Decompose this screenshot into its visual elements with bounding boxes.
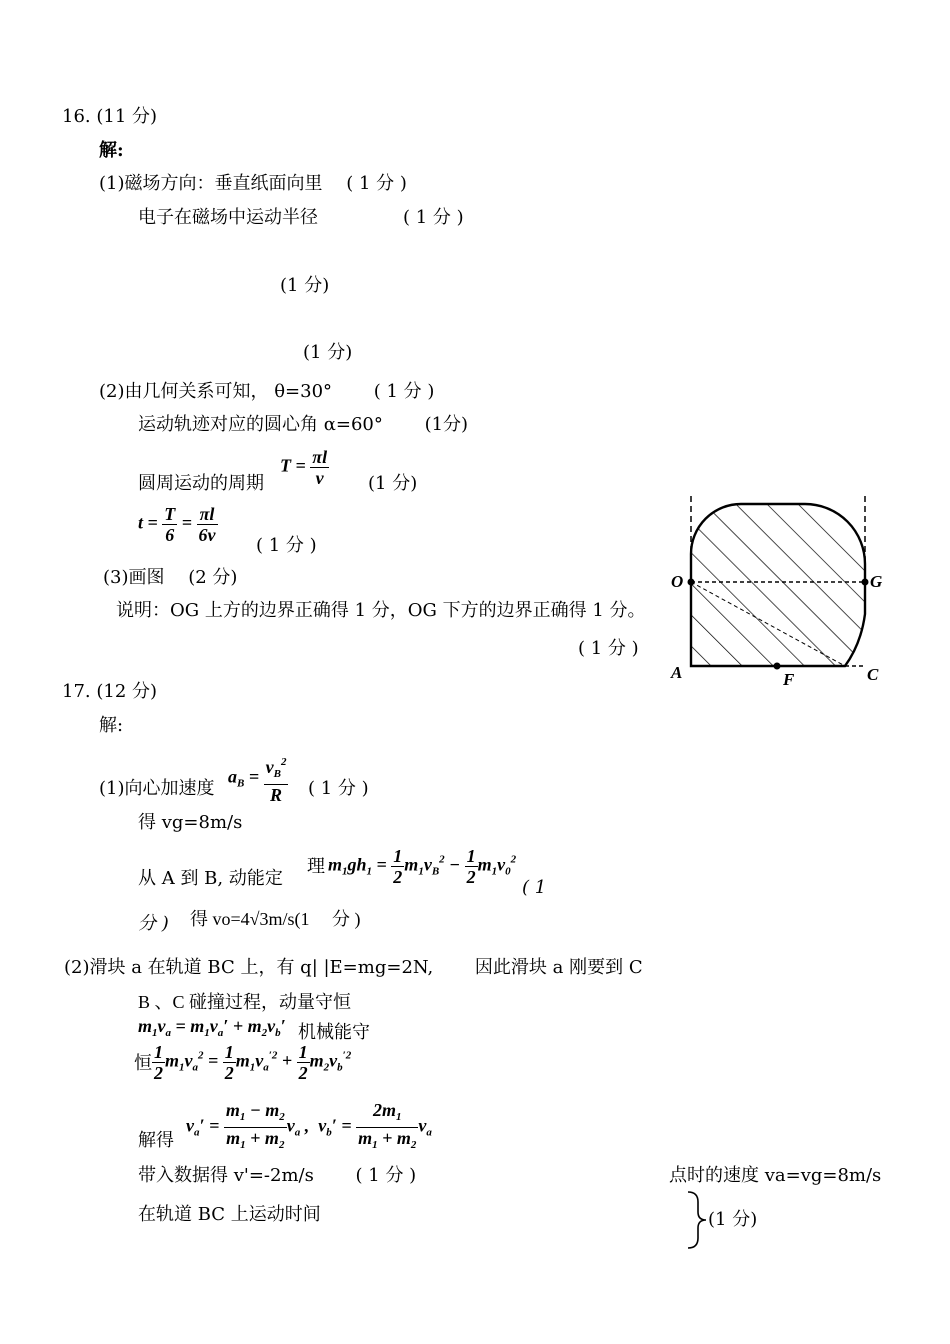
right-brace: [686, 1190, 710, 1250]
formula-kinetic-energy: $m_1gh_1$ = $\frac{1}{2}$ $m_1v_B^2$ − $\frac{1}{2}$ $m_1v_0^2$: [328, 846, 517, 887]
q16-part3: (3)画图 (2 分): [103, 567, 238, 588]
q16-period-label: 圆周运动的周期: [138, 473, 264, 494]
q16-radius-label: 电子在磁场中运动半径: [138, 207, 318, 228]
q17-bc-time: 在轨道 BC 上运动时间: [138, 1204, 321, 1225]
formula-centripetal: $a_B$ = $\frac{v_B^2}{R}$: [228, 752, 288, 805]
q17-vg: 得 vg=8m/s: [138, 812, 243, 833]
q17-jie: 解:: [99, 715, 124, 736]
q17-mech-label: 机械能守: [298, 1022, 370, 1043]
label-g: G: [870, 572, 883, 591]
q16-part2: (2)由几何关系可知， θ=30° ( 1 分 ): [99, 381, 435, 402]
q16-score-b: (1 分): [303, 342, 353, 363]
q16-note-score: ( 1 分 ): [578, 638, 639, 659]
q17-solve-label: 解得: [138, 1130, 174, 1151]
q17-brace-score: (1 分): [708, 1209, 758, 1230]
q17-part1-score: ( 1 分 ): [308, 778, 369, 799]
q16-part1: (1)磁场方向：垂直纸面向里 ( 1 分 ): [99, 173, 407, 194]
q17-ab-li: 理: [307, 856, 325, 877]
q16-time-score: ( 1 分 ): [256, 535, 317, 556]
label-f: F: [783, 670, 795, 689]
q16-note: 说明：OG 上方的边界正确得 1 分，OG 下方的边界正确得 1 分。: [116, 600, 646, 621]
q17-heng: 恒: [134, 1053, 152, 1074]
q17-part1-label: (1)向心加速度: [99, 778, 215, 799]
q17-collision-label: B 、C 碰撞过程，动量守恒: [138, 992, 352, 1012]
q16-jie: 解:: [99, 140, 124, 161]
q17-header: 17. (12 分): [62, 681, 158, 702]
label-c: C: [867, 665, 879, 684]
formula-time: t = $\frac{T}{6}$ = $\frac{\pi l}{6v}$: [138, 504, 216, 545]
q17-part2: (2)滑块 a 在轨道 BC 上，有 q| |E=mg=2N, 因此滑块 a 刚要到 C: [64, 957, 643, 978]
magnetic-field-diagram: [665, 496, 895, 696]
q16-central-angle: 运动轨迹对应的圆心角 α=60° (1分): [138, 414, 469, 435]
q17-v0: 得 vo=4√3m/s(1 分 ): [190, 909, 361, 929]
q16-period-score: (1 分): [368, 473, 418, 494]
q17-va: 点时的速度 va=vg=8m/s: [669, 1165, 882, 1186]
q16-header: 16. (11 分): [62, 106, 158, 127]
q17-substitute: 带入数据得 v'=-2m/s ( 1 分 ): [138, 1165, 417, 1186]
label-o: O: [671, 572, 684, 591]
q17-ab-score-a: ( 1: [522, 877, 547, 898]
label-a: A: [671, 663, 683, 682]
q17-ab-score-b: 分 ): [138, 913, 169, 934]
formula-energy-conservation: $\frac{1}{2}$ $m_1v_a^2$ = $\frac{1}{2}$ $m_1v_a^{'2}$ + $\frac{1}{2}$ $m_2v_b^{'2}$: [154, 1042, 352, 1083]
q17-ab-label: 从 A 到 B, 动能定: [138, 868, 283, 889]
formula-momentum: $m_1v_a = m_1v_a' + m_2v_b'$: [138, 1016, 286, 1039]
formula-period: T = $\frac{\pi l}{v}$: [280, 447, 328, 488]
q16-score-a: (1 分): [280, 275, 330, 296]
q16-radius-score: ( 1 分 ): [403, 207, 464, 228]
formula-velocities: $v_a'$ = $\frac{m_1 - m_2}{m_1 + m_2}$ $v_a$ , $v_b'$ = $\frac{2m_1}{m_1 + m_2}$ $v_a$: [186, 1100, 432, 1151]
